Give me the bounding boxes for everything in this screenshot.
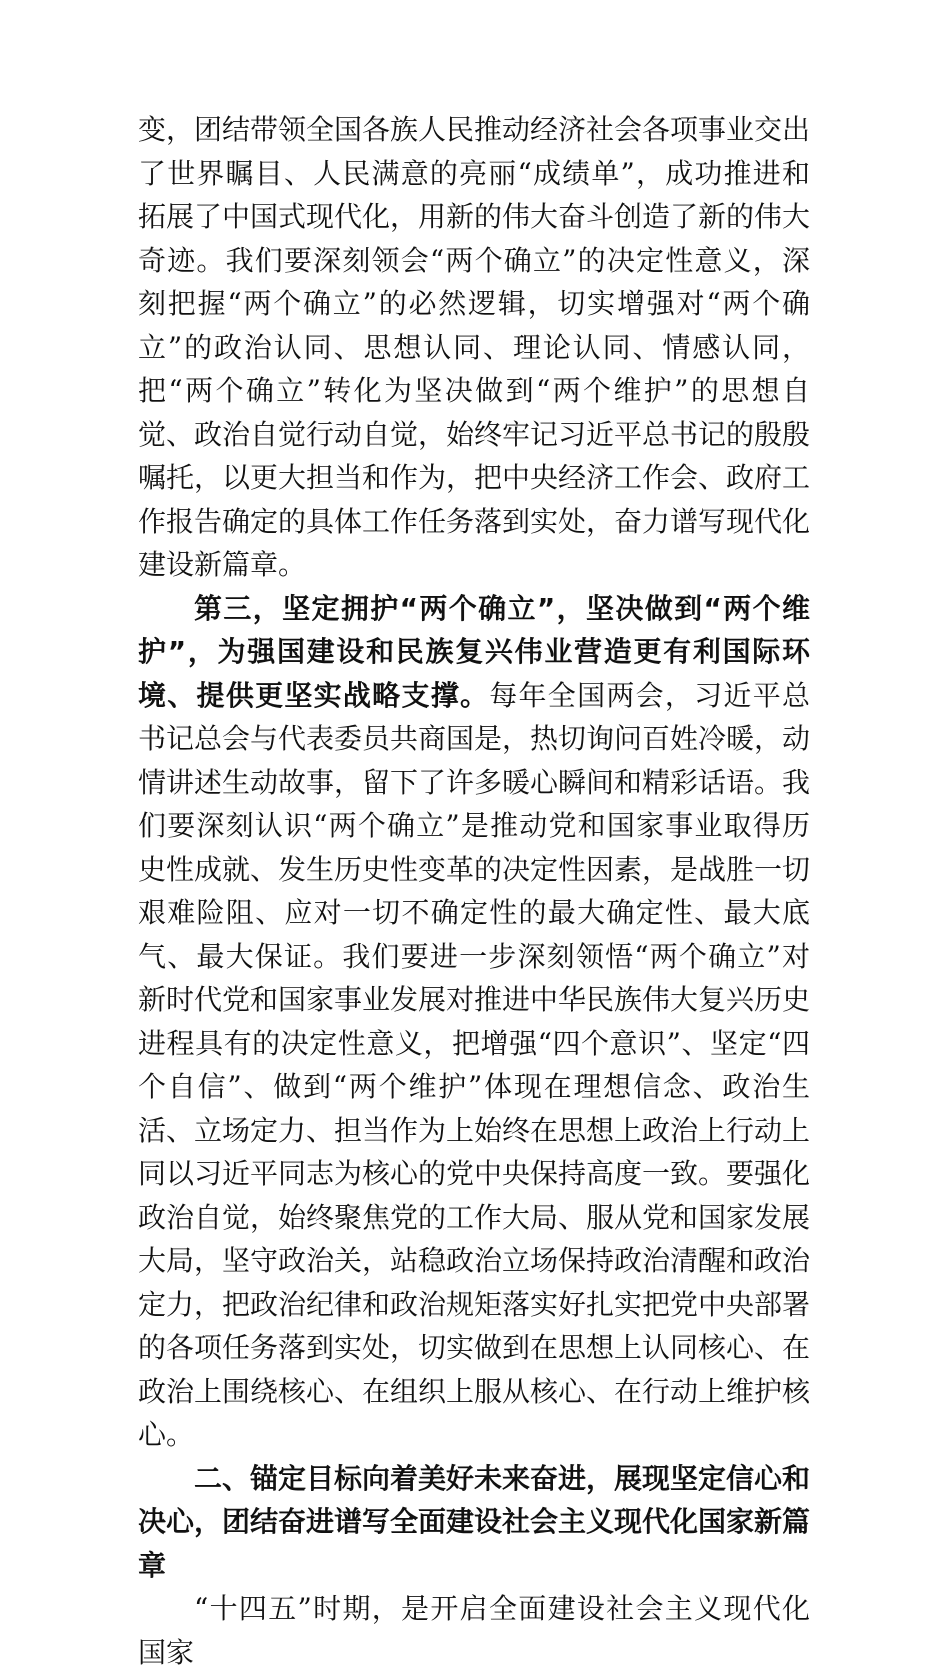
paragraph-body-text: 每年全国两会，习近平总书记总会与代表委员共商国是，热切询问百姓冷暖，动情讲述生动故事，留下了许多暖心瞬间和精彩话语。我们要深刻认识“两个确立”是推动党和国家事业取得历史性成就、发生历史性变革的决定性因素，是战胜一切艰难险阻、应对一切不确定性的最大确定性、最大底气、最大保证。我们要进一步深刻领悟“两个确立”对新时代党和国家事业发展对推进中华民族伟大复兴历史进程具有的决定性意义，把增强“四个意识”、坚定“四个自信”、做到“两个维护”体现在理想信念、政治生活、立场定力、担当作为上始终在思想上政治上行动上同以习近平同志为核心的党中央保持高度一致。要强化政治自觉，始终聚焦党的工作大局、服从党和国家发展大局，坚守政治关，站稳政治立场保持政治清醒和政治定力，把政治纪律和政治规矩落实好扎实把党中央部署的各项任务落到实处，切实做到在思想上认同核心、在政治上围绕核心、在组织上服从核心、在行动上维护核心。 [138,678,811,1451]
section-heading: 二、锚定目标向着美好未来奋进，展现坚定信心和决心，团结奋进谱写全面建设社会主义现代化国家新篇章 [138,1461,811,1582]
paragraph-lead-bold: 第三，坚定拥护“两个确立”，坚决做到“两个维护”，为强国建设和民族复兴伟业营造更有利国际环境、提供更坚实战略支撑。 [138,591,810,712]
body-paragraph-start: “十四五”时期，是开启全面建设社会主义现代化国家 [138,1592,810,1669]
body-paragraph-third-point [138,587,810,1457]
body-paragraph-continued: 变，团结带领全国各族人民推动经济社会各项事业交出了世界瞩目、人民满意的亮丽“成绩单”，成功推进和拓展了中国式现代化，用新的伟大奋斗创造了新的伟大奇迹。我们要深刻领会“两个确立”的决定性意义，深刻把握“两个确立”的必然逻辑，切实增强对“两个确立”的政治认同、思想认同、理论认同、情感认同，把“两个确立”转化为坚决做到“两个维护”的思想自觉、政治自觉行动自觉，始终牢记习近平总书记的殷殷嘱托，以更大担当和作为，把中央经济工作会、政府工作报告确定的具体工作任务落到实处，奋力谱写现代化建设新篇章。 [138,113,811,581]
document-page [138,108,810,1674]
